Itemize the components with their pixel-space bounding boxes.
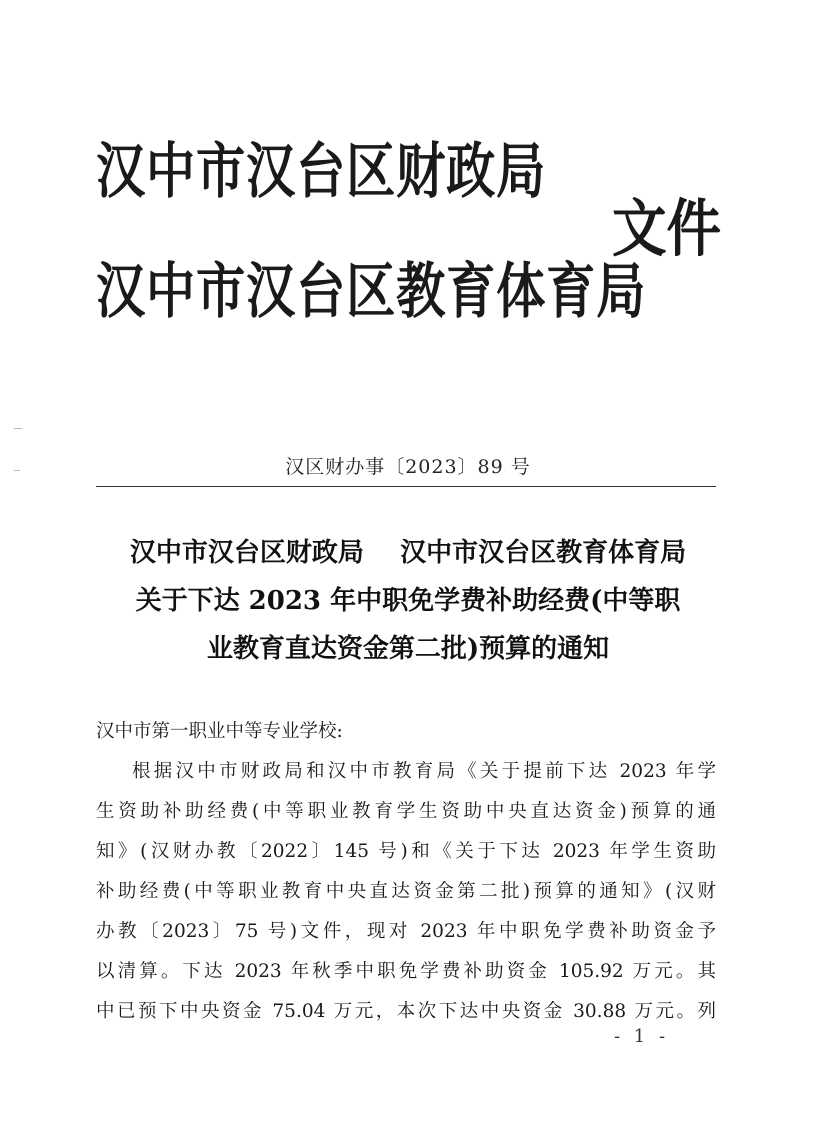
issuer-finance-bureau: 汉中市汉台区财政局 [96, 137, 547, 207]
body-line: 中已预下中央资金 75.04 万元，本次下达中央资金 30.88 万元。列 [96, 1001, 716, 1022]
body-line: 根据汉中市财政局和汉中市教育局《关于提前下达 2023 年学 [132, 761, 716, 782]
body-line: 知》(汉财办教〔2022〕145 号)和《关于下达 2023 年学生资助 [96, 841, 716, 862]
title-line-1: 汉中市汉台区财政局 汉中市汉台区教育体育局 [129, 538, 687, 568]
letterhead-file-word: 文件 [612, 192, 722, 265]
salutation: 汉中市第一职业中等专业学校: [96, 721, 343, 742]
title-line-2: 关于下达 2023 年中职免学费补助经费(中等职 [135, 586, 681, 616]
body-line: 办教〔2023〕75 号)文件，现对 2023 年中职免学费补助资金予 [96, 921, 716, 942]
issuer-education-sports-bureau: 汉中市汉台区教育体育局 [96, 257, 647, 327]
body-line: 生资助补助经费(中等职业教育学生资助中央直达资金)预算的通 [96, 801, 716, 822]
scan-speck [14, 428, 22, 429]
title-line-3: 业教育直达资金第二批)预算的通知 [206, 634, 610, 664]
body-line: 补助经费(中等职业教育中央直达资金第二批)预算的通知》(汉财 [96, 881, 716, 902]
body-line: 以清算。下达 2023 年秋季中职免学费补助资金 105.92 万元。其 [96, 961, 716, 982]
document-number: 汉区财办事〔2023〕89 号 [285, 456, 531, 478]
header-divider [96, 486, 716, 487]
page-number: - 1 - [614, 1026, 670, 1047]
